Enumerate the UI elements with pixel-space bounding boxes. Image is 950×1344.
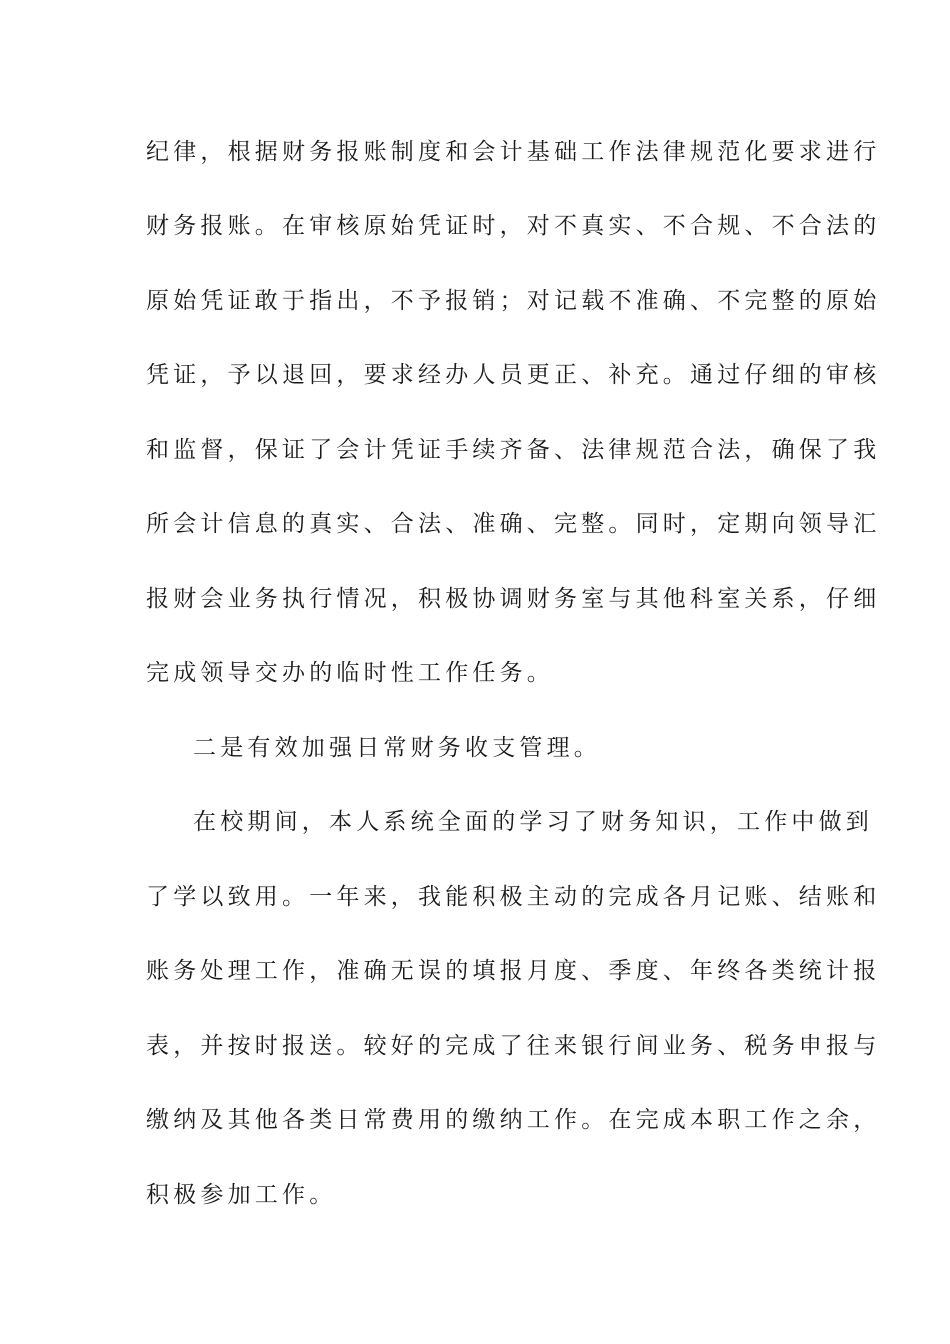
- paragraph-line: 账务处理工作，准确无误的填报月度、季度、年终各类统计报: [146, 958, 881, 984]
- paragraph-line: 报财会业务执行情况，积极协调财务室与其他科室关系，仔细: [146, 586, 881, 612]
- section-heading: 二是有效加强日常财务收支管理。: [193, 735, 601, 761]
- paragraph-line: 了学以致用。一年来，我能积极主动的完成各月记账、结账和: [146, 884, 881, 910]
- paragraph-line: 财务报账。在审核原始凭证时，对不真实、不合规、不合法的: [146, 213, 881, 239]
- paragraph-line: 缴纳及其他各类日常费用的缴纳工作。在完成本职工作之余，: [146, 1107, 881, 1133]
- paragraph-line: 积极参加工作。: [146, 1182, 337, 1208]
- paragraph-line: 原始凭证敢于指出，不予报销；对记载不准确、不完整的原始: [146, 288, 881, 314]
- paragraph-line: 纪律，根据财务报账制度和会计基础工作法律规范化要求进行: [146, 139, 881, 165]
- paragraph-line: 在校期间，本人系统全面的学习了财务知识，工作中做到: [193, 809, 873, 835]
- paragraph-line: 完成领导交办的临时性工作任务。: [146, 660, 554, 686]
- paragraph-line: 凭证，予以退回，要求经办人员更正、补充。通过仔细的审核: [146, 362, 881, 388]
- paragraph-line: 表，并按时报送。较好的完成了往来银行间业务、税务申报与: [146, 1033, 881, 1059]
- paragraph-line: 和监督，保证了会计凭证手续齐备、法律规范合法，确保了我: [146, 437, 881, 463]
- paragraph-line: 所会计信息的真实、合法、准确、完整。同时，定期向领导汇: [146, 511, 881, 537]
